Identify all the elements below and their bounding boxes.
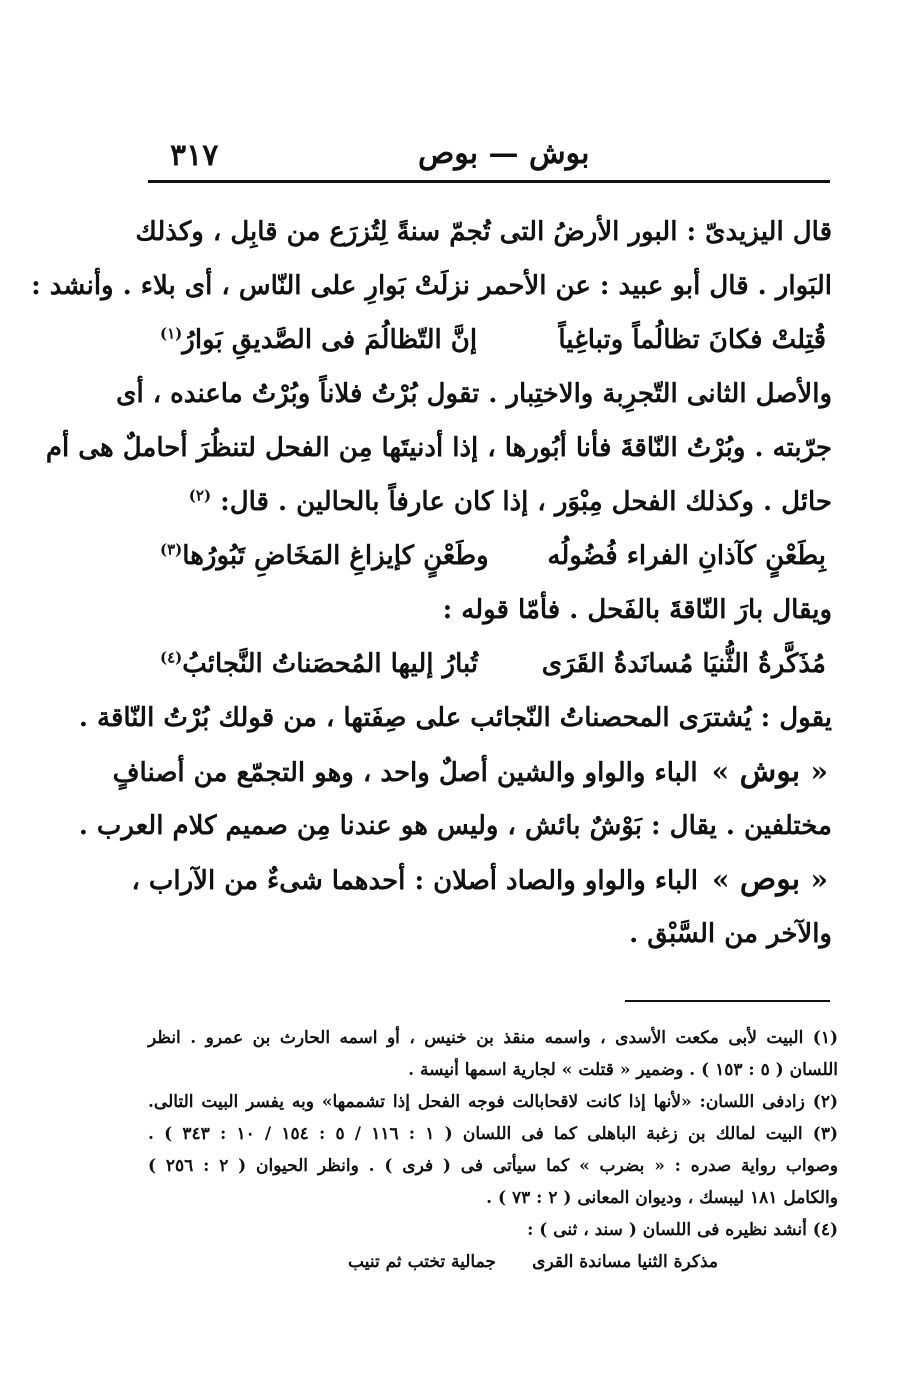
verse-hemistich: جمالية تختب ثم تنيب (348, 1252, 496, 1272)
footnote-marker: (٣) (160, 540, 183, 559)
text-line: قال اليزيدىّ : البور الأرضُ التى تُجمّ سنةً لِتُزرَع من قابِل ، وكذلك (135, 217, 832, 247)
footnote-marker: (٢) (188, 486, 212, 505)
text-line: والأصل الثانى التّجرِبة والاختِبار . تقول بُرْتُ فلاناً وبُرْتُ ماعنده ، أى (116, 379, 832, 409)
header-rule (148, 180, 830, 183)
entry-heading: « بوش » (711, 754, 828, 789)
verse-hemistich: وطَعْنٍ كإيزاغِ المَخَاضِ تَبُورُها$^{(٣)}$ (160, 540, 489, 571)
entry-heading: « بوص » (711, 862, 828, 897)
footnote-1: (١) البيت لأبى مكعت الأسدى ، واسمه منقذ بن خنيس ، أو اسمه الحارث بن عمرو . انظر (148, 1028, 838, 1048)
page-header (148, 130, 828, 180)
verse-3 (150, 637, 832, 691)
verse-hemistich: إنَّ التّظالُمَ فى الصَّديقِ بَوارُ$^{(١)}$ (160, 324, 478, 355)
footnote-3: (٣) البيت لمالك بن زغبة الباهلى كما فى اللسان ( ١ : ١١٦ / ٥ : ١٥٤ / ١٠ : ٣٤٣ ) . (148, 1124, 838, 1144)
verse-hemistich: مذكرة الثنيا مساندة القرى (532, 1252, 718, 1272)
text-line: ويقال بارَ النّاقةَ بالفَحل . فأمّا قوله : (442, 595, 832, 625)
footnote-3-cont: والكامل ١٨١ ليبسك ، وديوان المعانى ( ٢ : ٧٣ ) . (486, 1188, 838, 1208)
footnote-3-cont: وصواب رواية صدره : « بضرب » كما سيأتى فى ( فرى ) . وانظر الحيوان ( ٢ : ٢٥٦ ) (148, 1156, 838, 1176)
text-line: يقول : يُشترَى المحصناتُ النّجائب على صِفَتها ، من قولك بُرْتُ النّاقة . (78, 703, 832, 733)
footnote-1-cont: اللسان ( ٥ : ١٥٣ ) . وضمير « قتلت » لجارية اسمها أنيسة . (408, 1060, 838, 1080)
footnote-4: (٤) أنشد نظيره فى اللسان ( سند ، ثنى ) : (527, 1220, 838, 1240)
entry-baws: « بوص »الباء والواو والصاد أصلان : أحدهما شىءٌ من الآراب ، (150, 853, 832, 907)
footnote-marker: (٤) (160, 648, 183, 667)
footnote-marker: (١) (160, 324, 183, 343)
running-title: بوش — بوص (418, 136, 590, 171)
verse-1 (150, 313, 832, 367)
entry-bawsh: « بوش »الباء والواو والشين أصلٌ واحد ، وهو التجمّع من أصنافٍ (150, 745, 832, 799)
text-line: البَوار . قال أبو عبيد : عن الأحمر نزلَتْ بَوارِ على النّاس ، أى بلاء . وأنشد : (31, 271, 832, 301)
verse-hemistich: تُبارُ إليها المُحصَناتُ النَّجائبُ$^{(٤)}$ (160, 648, 479, 679)
footnotes (148, 1022, 838, 1278)
page-number: ٣١٧ (170, 138, 219, 173)
main-text (31, 205, 832, 961)
footnote-rule (625, 1000, 830, 1002)
verse-hemistich: بِطَعْنٍ كآذانِ الفراء فُضُولُه (547, 541, 826, 571)
text-line: مختلفين . يقال : بَوْشٌ بائش ، وليس هو عندنا مِن صميم كلام العرب . (78, 811, 832, 841)
text-line: والآخر من السَّبْق . (629, 919, 832, 949)
text-line: جرّبته . وبُرْتُ النّاقةَ فأنا أبُورها ، إذا أدنيتَها مِن الفحل لتنظُرَ أحاملٌ هى أم (45, 433, 832, 463)
footnote-2: (٢) زادفى اللسان: «لأنها إذا كانت لاقحابالت فوجه الفحل إذا تشممها» وبه يفسر البيت التالى. (148, 1092, 838, 1112)
verse-hemistich: مُذَكَّرةُ الثُّنيَا مُسانَدةُ القَرَى (541, 649, 826, 679)
verse-2 (150, 529, 832, 583)
verse-hemistich: قُتِلتْ فكانَ تظالُماً وتباغِياً (558, 325, 826, 355)
text-line: حائل . وكذلك الفحل مِبْوَر ، إذا كان عارفاً بالحالين . قال: $^{(٢)}$ (188, 486, 832, 517)
footnote-4-verse (148, 1246, 838, 1278)
